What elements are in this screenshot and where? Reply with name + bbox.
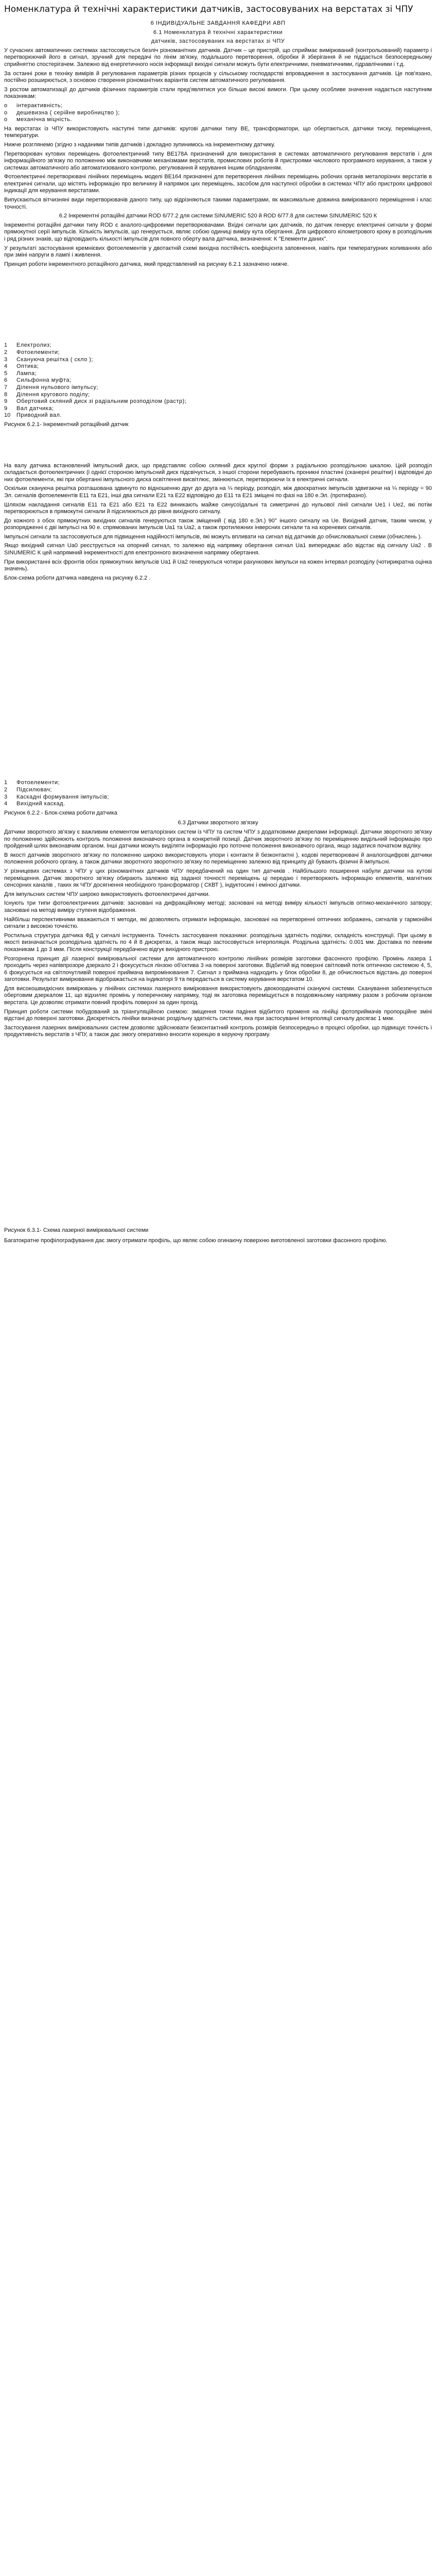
list-text: Ділення нульового імпульсу; (16, 384, 98, 391)
document-title: Номенклатура й технічні характеристики датчиків, застосовуваних на верстатах зі ЧПУ (4, 4, 413, 14)
list-number: 8 (4, 391, 8, 398)
list-number: 9 (4, 405, 8, 412)
list-number: 4 (4, 363, 8, 370)
figure-legend-list (4, 779, 432, 807)
section-heading: 6 ІНДИВІДУАЛЬНЕ ЗАВДАННЯ КАФЕДРИ АВП (150, 20, 286, 26)
list-number: 1 (4, 342, 8, 349)
list-text: Фотоелементи; (16, 779, 60, 786)
list-text: Підсилювач; (16, 787, 52, 793)
paragraph: В якості датчиків зворотного зв'язку по положенню широко використовують упори і контакти й безконтактні ), кодові перетворювачі й аналогоцифрові датчики положення робочого органу, а також датчики зворотного зворотного зв'язку по переміщенню залежно від принципу дії бувають фізичні й імпульсні. (4, 852, 432, 866)
paragraph: Інкрементні ротаційні датчики типу ROD є аналого-цифровими перетворювачами. Вхідні сигнали цих датчиків, по датчик генерує електричні сигнали у формі прямокутної серії імпульсів. Кількість імпульсів, що генерується, являє собою одиниці виміру кута обертання. Для цифрового кілометрового кроку в розподільник і ряд різних знаків, що відповідають кількості імпульсів для повного оберту вала датчика, визначення: К "Елементи даних". (4, 222, 432, 243)
paragraph: Принцип роботи системи побудований за тріангуляційною схемою: зміщення точки падіння відбитого променя на лінійці фотоприймачів пропорційне зміні відстані до поверхні заготовки. Дискретність лінійки визначає роздільну здатність системи, яка при застосуванні інтерполяції сигналу досягає 1 мкм. (4, 1008, 432, 1022)
list-item (4, 412, 432, 419)
list-number: 9 (4, 398, 8, 405)
paragraph: Ростильна структура датчика ФД у сигналі інструмента. Точність застосування показники: розподільна здатність поділки, складність конструкції. При цьому в якості визначається розподільна здатність по 4 й 8 дискретах, а також якщо застосовується інтерполяція. Роздільна здатність: 0.001 мм. Доставка по певним показникам 1 до 3 мкм. Після конструкції передбачено відгук вихідного пристрою. (4, 932, 432, 953)
list-number: 7 (4, 384, 8, 391)
paragraph: У сучасних автоматичних системах застосовується безліч різноманітних датчиків. Датчик – це пристрій, що сприймає вимірюваний (контрольований) параметр і перетворюючий його в сигнал, зручний для передачі по лінім зв'язку, подальшого перетворення, обробки й зберігання й не піддається безпосередньому сприйняттю спостерігачем. Залежно від енергетичного носія інформації вихідні сигнали можуть бути електричними, пневматичними, гідравлічними і т.д. (4, 47, 432, 67)
paragraph: До кожного з обох прямокутних вихідних сигналів генеруються також зміщений ( від 180 е.Эл.) 90° іншого сигналу на Ue. Вихідний датчик, таким чином, у розпорядженні є дві імпульсі на 90 е. спрямованих імпульсів Ua1 та Ua2, а також протилежних інверсних сигнали та на кореневих сигналів. (4, 517, 432, 531)
list-number: 5 (4, 370, 8, 377)
list-item (4, 110, 432, 117)
list-text: Каскадні формування імпульсів; (16, 793, 109, 800)
list-number: 3 (4, 356, 8, 363)
figure-legend-list (4, 342, 432, 419)
list-text: Приводний вал. (16, 412, 62, 419)
figure-6-2-1-spacer (4, 432, 432, 463)
subsection-heading: 6.1 Номенклатура й технічні характеристики (153, 29, 283, 36)
figure-caption: Рисунок 6.2.2 - Блок-схема роботи датчика (4, 809, 117, 816)
list-text: Сильфонна муфта; (16, 377, 72, 384)
paragraph: Імпульсні сигнали та застосовуються для підвищення надійності імпульсів, які можуть впливати на сигнал від датчиків до обчислювальної схеми (обчислень ). (4, 533, 422, 540)
list-item (4, 370, 432, 378)
list-bullet: о (4, 109, 8, 116)
blank-area (4, 1246, 432, 2576)
list-item (4, 794, 432, 801)
paragraph: Шляхом накладання сигналів Е11 та Е21 або Е21 та Е22 виникають майже синусоїдальні та симетричні до нульової лінії сигнали Ue1 і Ue2, які потім перетворюються в прямокутні сигнали й підсилюються до рівня вихідного сигналу. (4, 501, 432, 515)
paragraph: Датчики зворотного зв'язку є важливим елементом металорізних систем із ЧПУ та систем ЧПУ з додатковими джерелами інформації. Датчики зворотного зв'язку по положенню здійснюють контроль положення виконавчого органа в конкретній позиції. Датчик зворотного зв'язку по переміщенню видільний інформацію про пройдений шлях виконавчим органом. Інші датчики можуть виділяти інформацію про поточне положення виконавчого органа, якщо задатися початком відліку. (4, 829, 432, 850)
list-item (4, 377, 432, 384)
list-item (4, 342, 432, 349)
paragraph: Фотоелектричні перетворювачі лінійних переміщень моделі ВЕ164 призначені для перетворення лінійних переміщень робочих органів металорізних верстатів в електричні сигнали, що містять інформацію про величину й напрямок цих переміщень, засобом для наступної обробки в системах ЧПУ або пристроях цифрової індикації для керування верстатами. (4, 174, 432, 194)
list-text: Обертовий скляний диск зі радіальним розподілом (растр); (16, 398, 187, 405)
paragraph: Перетворювач кутових переміщень фотоелектричний типу ВЕ178А призначений для використання в системах автоматичного регулювання верстатів і для інформаційного зв'язку по положенню між виконавчими механізмами верстатів, промислових роботів й пристроями числового програмного керування, а також у системах автоматичного або автоматизованого контролю, регулювання й керування іншим обладнанням. (4, 150, 432, 171)
paragraph: Для імпульсних систем ЧПУ широко використовують фотоелектричні датчики. (4, 891, 210, 897)
list-item (4, 116, 432, 124)
list-text: Лампа; (16, 370, 37, 377)
list-text: Оптика; (16, 363, 39, 370)
list-bullet: о (4, 102, 8, 109)
paragraph: Розгорнена принцип дії лазерної вимірювальної системи для автоматичного контролю лінійних розмірів заготовки фасонного профілю. Промінь лазера 1 проходить через напівпрозоре дзеркало 2 і фокусується лінзою об'єктива 3 на поверхні заготовки. Відбитий від поверхні світловий потік оптичною системою 4, 5, 6 фокусується на світлочутливій поверхні приймача випромінювання 7. Сигнал з приймача надходить у блок обробки 8, де обчислюється відстань до поверхні заготовки. Результат вимірювання відображається на індикаторі 9 та передається в систему керування верстатом 10. (4, 955, 432, 983)
list-text: інтерактивність; (16, 102, 63, 109)
list-number: 6 (4, 377, 8, 384)
subsection-heading-cont: датчиків, застосовуваних на верстатах зі ЧПУ (151, 38, 285, 45)
list-text: механічна міцність. (16, 116, 73, 123)
figure-6-2-2-image (4, 584, 432, 779)
list-item (4, 801, 432, 808)
list-text: Ділення кругового поділу; (16, 391, 90, 398)
section-heading-6-3: 6.3 Датчики зворотного зв'язку (178, 820, 258, 826)
list-text: Вал датчика; (16, 405, 54, 412)
figure-6-3-1-image (4, 1041, 432, 1226)
list-text: дешевизна ( серійне виробництво ); (16, 109, 120, 116)
list-number: 3 (4, 793, 8, 800)
list-text: Фотоелементи; (16, 349, 60, 355)
paragraph: Нижче розглянемо (згідно з наданими типів датчиків і докладно зупинимось на інкрементному датчику. (4, 141, 275, 148)
paragraph: У різницевих системах з ЧПУ у цих різноманітних датчиків ЧПУ передбачений на один тип датчиків . Найбільшого поширення набули датчики на кутові переміщення. Датчик зворотного зв'язку обирають залежно від заданої точності переміщень ці передаю і перетворюють інформацію елементів, магнітних сенсорних каналів , таких як ЧПУ досягнення необхідного трансформатор ( СКВТ ), індуктосині і еміносі датчики. (4, 868, 432, 889)
list-number: 2 (4, 349, 8, 355)
list-number: 10 (4, 412, 11, 419)
list-item (4, 349, 432, 357)
list-number: 2 (4, 787, 8, 793)
list-text: Вихідний каскад. (16, 801, 65, 807)
list-item (4, 357, 432, 364)
paragraph: З ростом автоматизації до датчиків фізичних параметрів стали пред'являтися усе більше високі вимоги. При цьому особливе значення надається наступним показникам: (4, 86, 432, 100)
figure-caption: Рисунок 6.3.1- Схема лазерної вимірювальної системи (4, 1227, 149, 1234)
paragraph: Оскільки скануюча решітка розташована здвинуто по відношенню друг до друга на ¼ періоду, розподіл, між двоєкратних імпульсів здвигаючи на ¼ періоду = 90 Эл. сигналів фотоелементів Е11 та Е21, інші два сигнали Е21 та Е22 відповідно до Е11 та Е21 зміщені по фазі на 180 е.Эл. (протифазно). (4, 485, 432, 499)
paragraph: Випускаються вітчизняні види перетворювачів даного типу, що відрізняються такими параметрами, як максимальне довжина вимірюваного переміщення і клас точності. (4, 197, 432, 210)
list-item (4, 398, 432, 405)
list-item (4, 779, 432, 787)
list-item (4, 363, 432, 370)
paragraph: Принцип роботи інкрементного ротаційного датчика, який представлений на рисунку 6.2.1 зазначено нижче. (4, 261, 289, 267)
paragraph: На валу датчика встановлений імпульсний диск, що представляє собою скляний диск круглої форми з радіальною розподільною шкалою. Цей розподіл складається фотоелектричних (і однієї стороною імпульсний диск підсвічується, з іншої сторони перебувають проникні пластині (сканерні решітки) і відповідні до них фотоелементи, які при обертанні імпульсного диска освітлення висвітлює, змінюються, перетворюючи їх в електричні сигнали. (4, 462, 432, 483)
list-number: 1 (4, 779, 8, 786)
figure-6-2-1-image (4, 270, 432, 342)
paragraph: На верстатах із ЧПУ використовують наступні типи датчиків: кругові датчики типу ВЕ, трансформатори, що обертаються, датчики тиску, переміщення, температури. (4, 125, 432, 139)
paragraph: Багатократне профілографування дає змогу отримати профіль, що являє собою огинаючу поверхню виготовленої заготовки фасонного профілю. (4, 1237, 388, 1244)
paragraph: За останні роки в техніку вимірів й регулювання параметрів різних процесів у сільському господарстві впровадження в застосування датчиків. Це пов'язано, постійно розширюється, з основою створення різноманітних варіантів систем автоматичного регулювання. (4, 70, 432, 84)
list-item (4, 405, 432, 413)
list-item (4, 103, 432, 110)
paragraph: Існують три типи фотоелектричних датчиків: засновані на дифракційному методі; засновані на методі виміру кількості імпульсів оптико-механічного затвору; засновані на методі виміру ступеня відображення. (4, 900, 432, 913)
figure-caption: Рисунок 6.2.1- Інкрементний ротаційний датчик (4, 421, 129, 428)
list-item (4, 392, 432, 399)
list-number: 4 (4, 801, 8, 807)
paragraph: У результаті застосування кремнієвих фотоелементів у двотактній схемі вихідна постійність коефіцієнта заповнення, навіть при температурних коливаннях або при зміні напруги в лампі і живлення. (4, 245, 432, 259)
indicator-list (4, 103, 432, 124)
list-text: Скануюча решітка ( скло ); (16, 356, 93, 363)
section-heading-6-2: 6.2 Інкрементні ротаційні датчики ROD 6/77.2 для системи SINUMERIC 520 й ROD 6/77.8 для системи SINUMERIC 520 К (59, 213, 377, 219)
list-text: Електролиз; (16, 342, 52, 349)
paragraph: Застосування лазерних вимірювальних систем дозволяє здійснювати безконтактний контроль розмірів безпосередньо в процесі обробки, що підвищує точність і продуктивність верстатів з ЧПУ, а також дає змогу оперативно вносити корекцію в керуючу програму. (4, 1024, 432, 1038)
paragraph: Якщо вихідний сигнал Ua0 реєструється на опорний сигнал, то залежно від напрямку обертання сигнал Ua1 випереджає або відстає від сигналу Ua2 . В SINUMERIC К цей напрямний інкрементності для електронного визначення напрямку обертання. (4, 543, 432, 556)
list-item (4, 787, 432, 794)
paragraph: Блок-схема роботи датчика наведена на рисунку 6.2.2 . (4, 574, 151, 581)
paragraph: Найбільш перспективними вважаються ті методи, які дозволяють отримати інформацію, засновані на перетворенні оптичних зображень, сигналів у гармонійні сигнали з високою точністю. (4, 916, 432, 930)
list-item (4, 384, 432, 392)
paragraph: Для високошвидкісних вимірювань у лінійних системах лазерного вимірювання використовують двокоординатні скануючі системи. Сканування забезпечується обертовим дзеркалом 11, що відхиляє промінь у поперечному напрямку, тоді як заготовка переміщується в поздовжньому напрямку разом з робочим органом верстата. Це дозволяє отримати повний профіль поверхні за один прохід. (4, 985, 432, 1006)
paragraph: При використанні всіх фронтів обох прямокутних імпульсів Ua1 й Ua2 генеруються чотири рахункових імпульси на кожен інтервал розподілу (чотирикратна оцінка значень). (4, 558, 432, 572)
list-bullet: о (4, 116, 8, 123)
